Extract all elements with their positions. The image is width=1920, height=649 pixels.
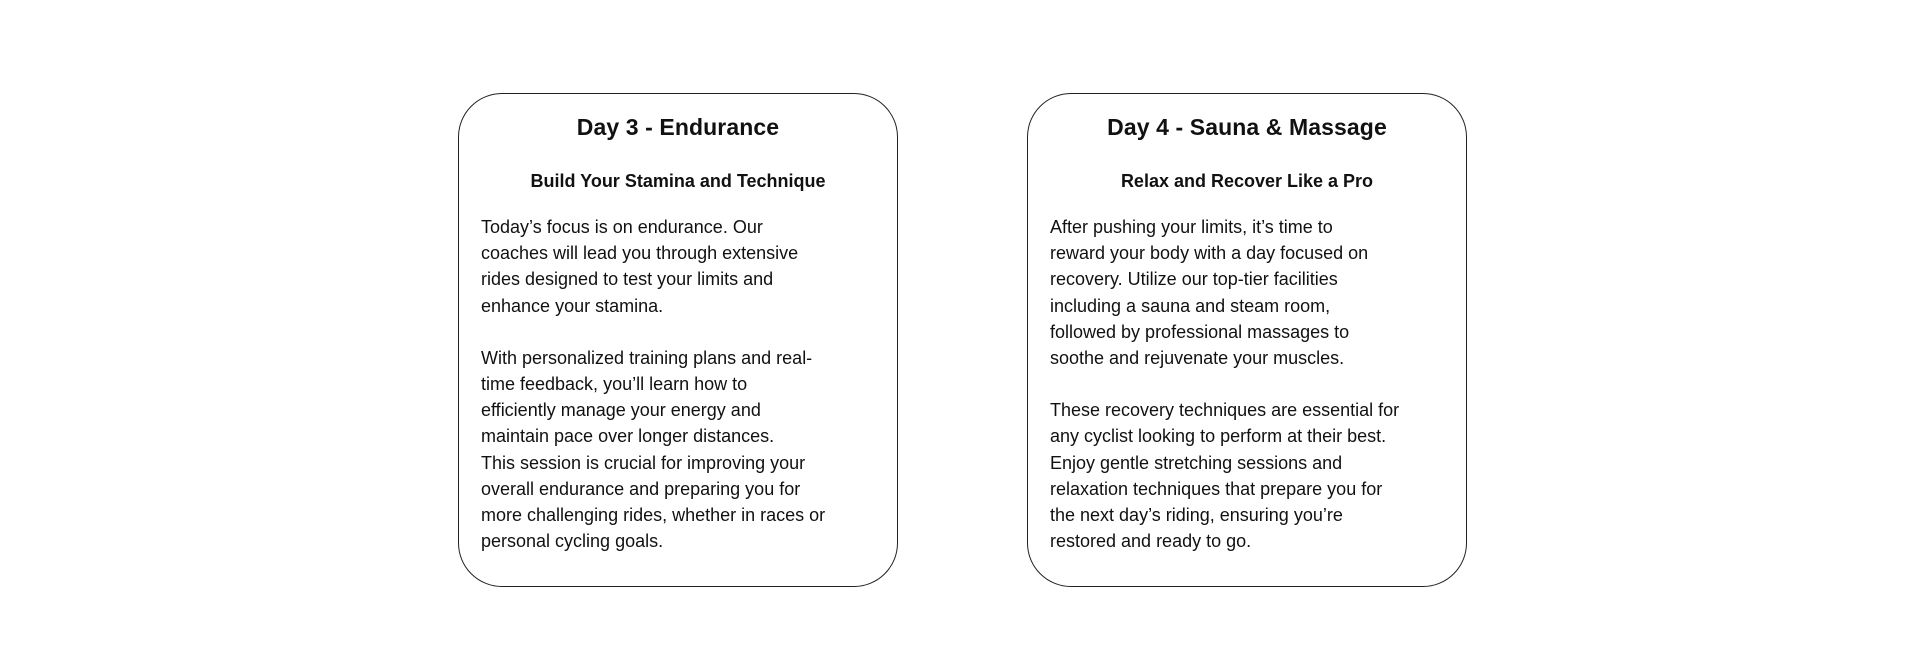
card-subtitle: Relax and Recover Like a Pro	[1120, 171, 1374, 191]
card-paragraph-2: These recovery techniques are essential for any cyclist looking to perform at their best. Enjoy gentle stretching sessions and relaxation techniques that prepare you for the next day’s riding, ensuring you’re restored and ready to go.	[1050, 400, 1400, 552]
card-subtitle: Build Your Stamina and Technique	[530, 171, 826, 191]
card-title: Day 4 - Sauna & Massage	[1107, 114, 1387, 140]
day-4-card	[1027, 93, 1467, 587]
day-3-card	[458, 93, 898, 587]
card-title: Day 3 - Endurance	[576, 114, 780, 140]
card-paragraph-3: This session is crucial for improving your overall endurance and preparing you for more challenging rides, whether in races or personal cycling goals.	[481, 452, 826, 552]
card-paragraph-1: After pushing your limits, it’s time to reward your body with a day focused on recovery. Utilize our top-tier facilities including a sauna and steam room, followed by professional massages to soothe and rejuvenate your muscles.	[1050, 217, 1369, 369]
card-paragraph-2: With personalized training plans and real- time feedback, you’ll learn how to efficiently manage your energy and maintain pace over longer distances.	[481, 347, 813, 447]
card-paragraph-1: Today’s focus is on endurance. Our coaches will lead you through extensive rides designed to test your limits and enhance your stamina.	[481, 217, 799, 316]
